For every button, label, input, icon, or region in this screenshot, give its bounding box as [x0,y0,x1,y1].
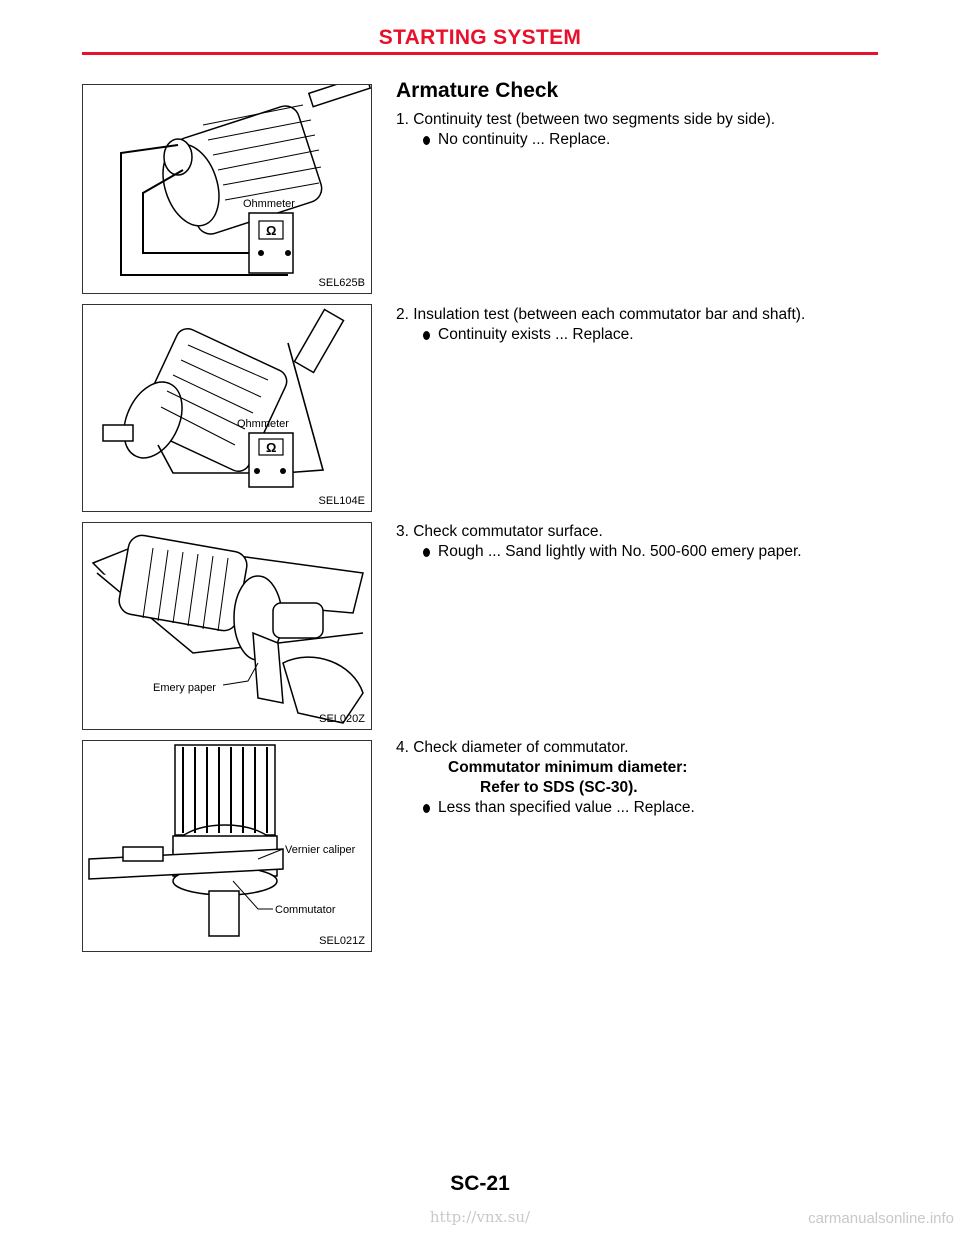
spec-value: Refer to SDS (SC-30). [480,779,638,796]
step-bullet: Continuity exists ... Replace. [438,326,634,343]
section-title: Armature Check [396,79,559,102]
step-text: 2. Insulation test (between each commutator bar and shaft). [396,306,806,323]
figure-insulation-test [82,304,372,512]
step-4 [396,738,695,818]
step-bullet: Less than specified value ... Replace. [438,799,695,816]
bullet-icon [423,548,430,557]
figure-code: SEL021Z [319,935,365,947]
step-3 [396,522,802,562]
header-title: STARTING SYSTEM [378,26,582,49]
ohmmeter-label: Ohmmeter [237,418,289,430]
ohm-symbol: Ω [266,440,277,455]
step-bullet: No continuity ... Replace. [438,131,611,148]
vernier-caliper-illustration [83,741,371,951]
step-text: 4. Check diameter of commutator. [396,739,629,756]
step-text: 1. Continuity test (between two segments side by side). [396,111,776,128]
page-number: SC-21 [450,1172,510,1195]
ohmmeter-label: Ohmmeter [243,198,295,210]
step-2 [396,305,805,345]
figure-code: SEL625B [318,277,365,289]
ohm-symbol: Ω [266,223,277,238]
vernier-caliper-label: Vernier caliper [285,844,356,856]
armature-shaft-illustration [83,305,371,511]
bullet-icon [423,331,430,340]
commutator-label: Commutator [275,904,336,916]
emery-paper-illustration [83,523,371,729]
figure-commutator-surface [82,522,372,730]
figure-continuity-test [82,84,372,294]
step-1 [396,110,775,150]
figure-commutator-diameter [82,740,372,952]
bullet-icon [423,136,430,145]
figure-code: SEL020Z [319,713,365,725]
header-rule [82,52,878,55]
bullet-icon [423,804,430,813]
step-text: 3. Check commutator surface. [396,523,603,540]
step-bullet: Rough ... Sand lightly with No. 500-600 emery paper. [438,543,802,560]
footer-url-link[interactable]: http://vnx.su/ [429,1208,531,1226]
armature-ohmmeter-illustration [83,85,371,293]
spec-label: Commutator minimum diameter: [448,759,688,776]
figure-code: SEL104E [318,495,365,507]
emery-paper-label: Emery paper [153,682,216,694]
watermark: carmanualsonline.info [808,1210,954,1227]
